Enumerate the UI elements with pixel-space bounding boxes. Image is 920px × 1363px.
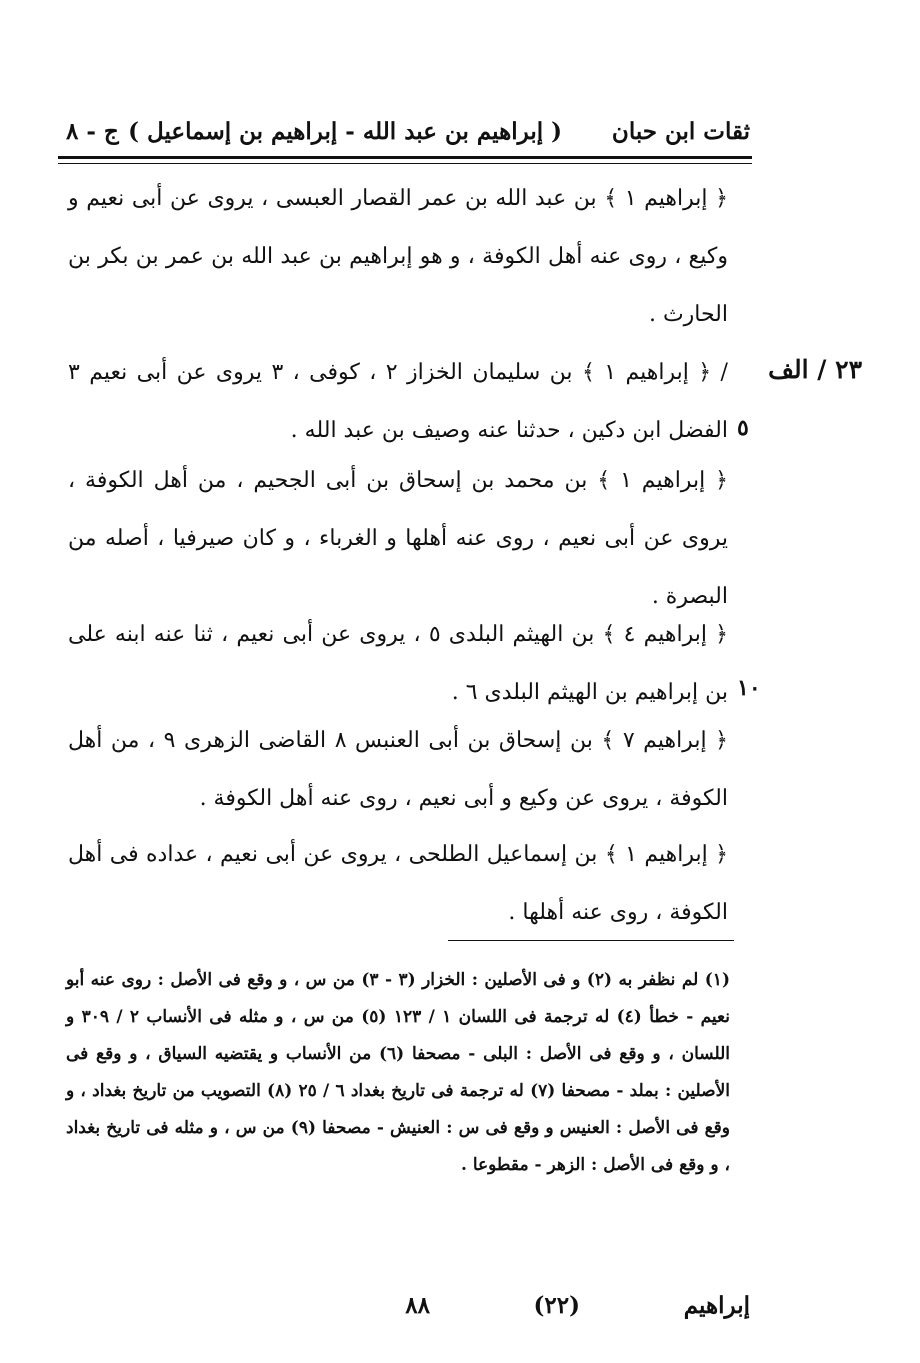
volume-number: ج - ٨ — [66, 118, 119, 145]
page-footer — [66, 1286, 750, 1326]
entry-range: ( إبراهيم بن عبد الله - إبراهيم بن إسماعيل ) — [128, 118, 562, 145]
footnote-rule — [448, 940, 734, 941]
running-header — [66, 112, 750, 152]
line-number-10: ١٠ — [737, 675, 761, 701]
folio-marker: ٢٣ / الف — [768, 355, 862, 384]
header-rule-thin — [58, 163, 752, 164]
book-title: ثقات ابن حبان — [611, 118, 750, 145]
entry-1: ﴿ إبراهيم ١ ﴾ بن عبد الله بن عمر القصار العبسى ، يروى عن أبى نعيم و وكيع ، روى عنه أهل الكوفة ، و هو إبراهيم بن عبد الله بن عمر بن بكر بن الحارث . — [68, 186, 728, 327]
signature-word: إبراهيم — [683, 1292, 750, 1319]
header-rule-thick — [58, 156, 752, 159]
entry-2: / ﴿ إبراهيم ١ ﴾ بن سليمان الخزاز ٢ ، كوفى ، ٣ يروى عن أبى نعيم ٣ الفضل ابن دكين ، حدثنا عنه وصيف بن عبد الله . — [68, 360, 728, 443]
footnotes: (١) لم نظفر به (٢) و فى الأصلين : الخزار (٣ - ٣) من س ، و وقع فى الأصل : روى عنه أبو نعيم - خطأ (٤) له ترجمة فى اللسان ١ / ١٢٣ (٥) من س ، و مثله فى الأنساب ٢ / ٣٠٩ و اللسان ، و وقع فى الأصل : البلى - مصحفا (٦) من الأنساب و يقتضيه السياق ، و وقع فى الأصلين : بملد - مصحفا (٧) له ترجمة فى تاريخ بغداد ٦ / ٢٥ (٨) التصويب من تاريخ بغداد ، و وقع فى الأصل : العنيس و وقع فى س : العنيش - مصحفا (٩) من س ، و مثله فى تاريخ بغداد ، و وقع فى الأصل : الزهر - مقطوعا . — [66, 970, 731, 1175]
entry-6: ﴿ إبراهيم ١ ﴾ بن إسماعيل الطلحى ، يروى عن أبى نعيم ، عداده فى أهل الكوفة ، روى عنه أهلها . — [68, 842, 729, 925]
entry-5: ﴿ إبراهيم ٧ ﴾ بن إسحاق بن أبى العنبس ٨ القاضى الزهرى ٩ ، من أهل الكوفة ، يروى عن وكيع و أبى نعيم ، روى عنه أهل الكوفة . — [68, 728, 728, 811]
entry-4: ﴿ إبراهيم ٤ ﴾ بن الهيثم البلدى ٥ ، يروى عن أبى نعيم ، ثنا عنه ابنه على بن إبراهيم بن الهيثم البلدى ٦ . — [68, 622, 728, 705]
page-number: ٨٨ — [405, 1292, 430, 1319]
line-number-5: ٥ — [737, 415, 749, 441]
entry-3: ﴿ إبراهيم ١ ﴾ بن محمد بن إسحاق بن أبى الجحيم ، من أهل الكوفة ، يروى عن أبى نعيم ، روى عنه أهلها و الغرباء ، و كان صيرفيا ، أصله من البصرة . — [68, 468, 728, 609]
section-number: (٢٢) — [533, 1292, 580, 1319]
